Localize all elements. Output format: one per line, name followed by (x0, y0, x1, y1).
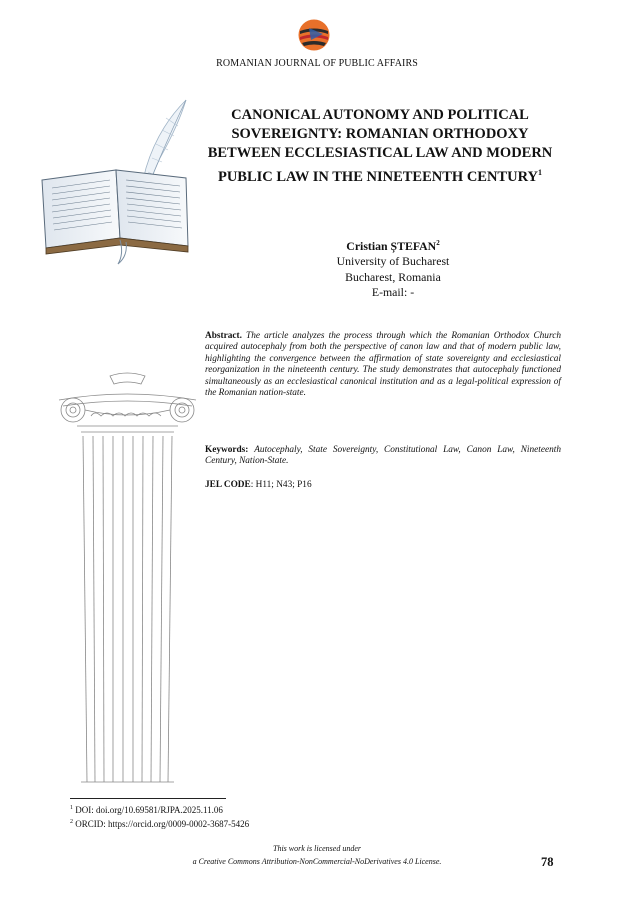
author-affiliation: University of Bucharest (336, 254, 450, 269)
keywords-label: Keywords: (205, 445, 249, 455)
license-line-1: This work is licensed under (273, 844, 361, 853)
author-location: Bucharest, Romania (345, 269, 441, 284)
abstract-label: Abstract. (205, 331, 242, 341)
keywords (205, 445, 561, 468)
jel-text: : H11; N43; P16 (250, 480, 312, 490)
journal-name: ROMANIAN JOURNAL OF PUBLIC AFFAIRS (216, 58, 418, 69)
keywords-text: Autocephaly, State Sovereignty, Constitutional Law, Canon Law, Nineteenth Century, Nation-State. (205, 445, 561, 467)
author-name: Cristian ȘTEFAN$^2$ (346, 238, 440, 253)
jel-codes (205, 480, 561, 491)
jel-label: JEL CODE (205, 480, 251, 490)
footnote-doi[interactable]: $^1$ DOI: doi.org/10.69581/RJPA.2025.11.06 (70, 805, 223, 815)
author-block (280, 236, 506, 301)
license-line-2[interactable]: a Creative Commons Attribution-NonCommercial-NoDerivatives 4.0 License. (192, 857, 442, 866)
license-notice (0, 842, 634, 868)
article-title: CANONICAL AUTONOMY AND POLITICAL SOVEREIGNTY: ROMANIAN ORTHODOXY BETWEEN ECCLESIASTICAL LAW AND MODERN PUBLIC LAW IN THE NINETEENTH CENTURY$^1$ (207, 107, 553, 185)
abstract (205, 331, 561, 399)
ionic-column-illustration (55, 370, 200, 790)
page-number: 78 (541, 855, 554, 869)
abstract-text: The article analyzes the process through which the Romanian Orthodox Church acquired autocephaly from both the perspective of canon law and that of modern public law, highlighting the convergence between the affirmation of state sovereignty and ecclesiastical reorganization in the nineteenth century. The study demonstrates that autocephaly functioned simultaneously as an ecclesiastical canonical institution and as a legal-political expression of the Romanian nation-state. (205, 331, 561, 399)
footnotes (70, 802, 249, 830)
book-quill-illustration (38, 98, 198, 268)
footnote-orcid[interactable]: $^2$ ORCID: https://orcid.org/0009-0002-3687-5426 (70, 819, 250, 829)
footnote-divider (70, 798, 226, 799)
author-email: E-mail: - (371, 285, 415, 300)
journal-logo (297, 18, 331, 52)
